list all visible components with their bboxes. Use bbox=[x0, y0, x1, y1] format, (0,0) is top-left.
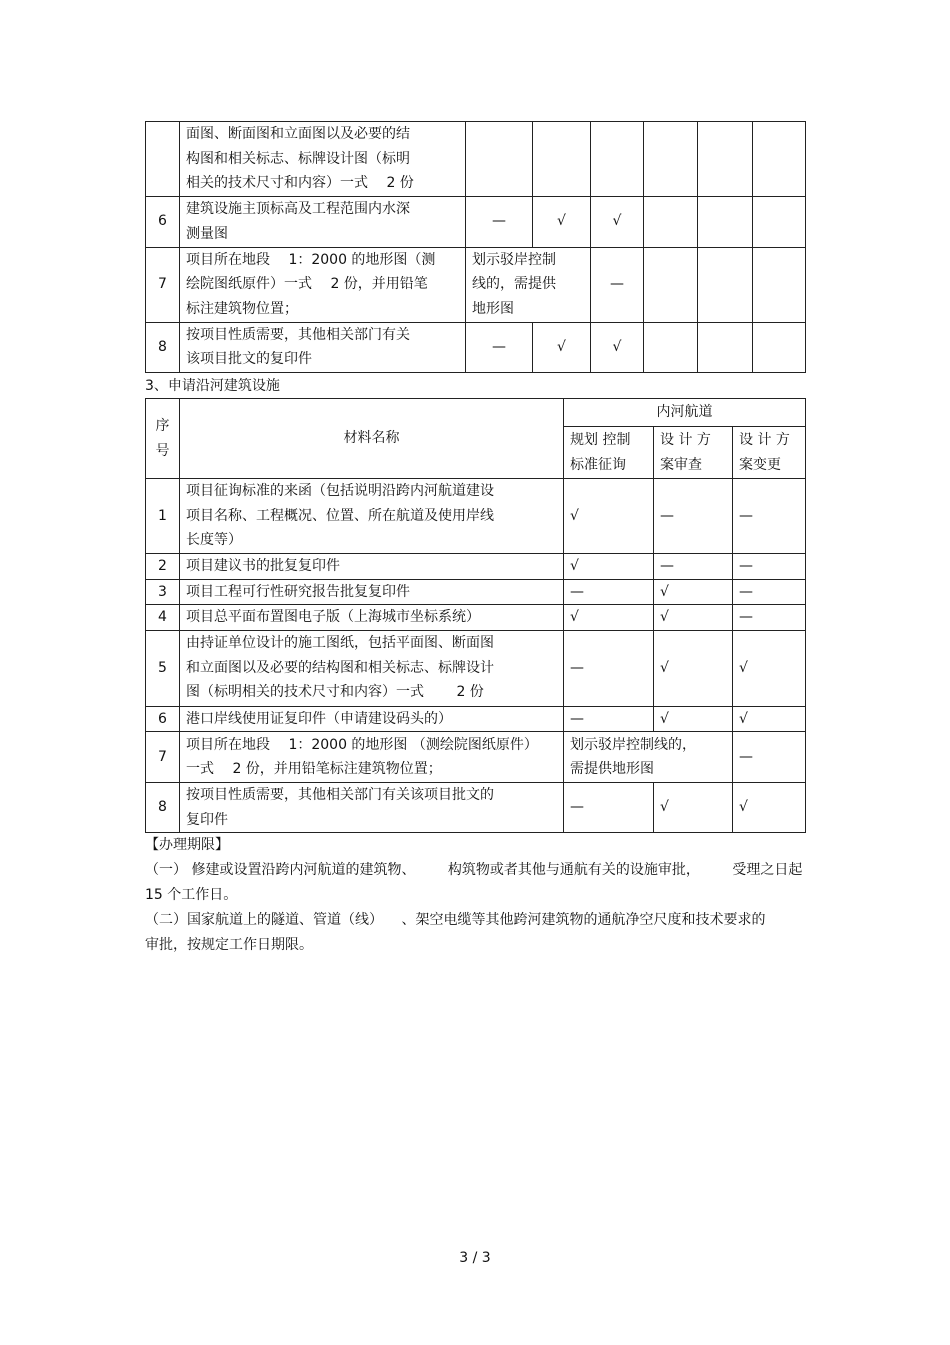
material-name: 面图、断面图和立面图以及必要的结 构图和相关标志、标牌设计图（标明 相关的技术尺寸和内容）一式 2 份 bbox=[180, 122, 466, 197]
deadline-heading: 【办理期限】 bbox=[145, 837, 229, 853]
check-cell: √ bbox=[591, 196, 644, 247]
check-cell: √ bbox=[654, 630, 733, 706]
check-cell: — bbox=[654, 479, 733, 554]
check-cell: — bbox=[564, 783, 654, 833]
check-cell: — bbox=[466, 322, 533, 372]
check-cell: — bbox=[733, 605, 806, 631]
material-name: 按项目性质需要，其他相关部门有关 该项目批文的复印件 bbox=[180, 322, 466, 372]
header-design-change: 设 计 方 案变更 bbox=[733, 427, 806, 479]
check-cell: √ bbox=[733, 630, 806, 706]
check-cell: — bbox=[564, 706, 654, 732]
check-cell: √ bbox=[654, 579, 733, 605]
table-row bbox=[146, 122, 806, 197]
header-design-review: 设 计 方 案审查 bbox=[654, 427, 733, 479]
check-cell bbox=[644, 196, 698, 247]
deadline-item-2: （二）国家航道上的隧道、管道（线） 、架空电缆等其他跨河建筑物的通航净空尺度和技术要求的审批，按规定工作日期限。 bbox=[145, 912, 766, 953]
check-cell bbox=[644, 247, 698, 322]
check-cell: — bbox=[733, 732, 806, 783]
check-cell: √ bbox=[564, 554, 654, 580]
row-number: 8 bbox=[146, 783, 180, 833]
section-heading: 3、申请沿河建筑设施 bbox=[145, 378, 280, 394]
check-cell: √ bbox=[733, 706, 806, 732]
check-cell: — bbox=[591, 247, 644, 322]
check-cell bbox=[698, 196, 753, 247]
table-row bbox=[146, 247, 806, 322]
check-cell bbox=[644, 122, 698, 197]
check-cell bbox=[698, 322, 753, 372]
check-cell: √ bbox=[533, 322, 591, 372]
header-inland-waterway: 内河航道 bbox=[564, 399, 806, 427]
material-name: 建筑设施主顶标高及工程范围内水深 测量图 bbox=[180, 196, 466, 247]
check-cell bbox=[591, 122, 644, 197]
table-row bbox=[146, 783, 806, 833]
deadline-item-1: （一） 修建或设置沿跨内河航道的建筑物、 构筑物或者其他与通航有关的设施审批， 受理之日起 15 个工作日。 bbox=[145, 862, 803, 903]
row-number: 5 bbox=[146, 630, 180, 706]
material-name: 港口岸线使用证复印件（申请建设码头的） bbox=[180, 706, 564, 732]
check-cell bbox=[753, 122, 806, 197]
check-cell: — bbox=[733, 579, 806, 605]
row-number: 4 bbox=[146, 605, 180, 631]
row-number bbox=[146, 122, 180, 197]
material-name: 按项目性质需要，其他相关部门有关该项目批文的 复印件 bbox=[180, 783, 564, 833]
table-row bbox=[146, 196, 806, 247]
check-cell: √ bbox=[591, 322, 644, 372]
page-number: 3 / 3 bbox=[459, 1250, 491, 1266]
table-row bbox=[146, 732, 806, 783]
check-cell: √ bbox=[564, 479, 654, 554]
row-number: 8 bbox=[146, 322, 180, 372]
row-number: 7 bbox=[146, 247, 180, 322]
check-cell: — bbox=[564, 630, 654, 706]
check-cell bbox=[698, 247, 753, 322]
check-cell: — bbox=[733, 479, 806, 554]
material-name: 项目所在地段 1：2000 的地形图 （测绘院图纸原件） 一式 2 份，并用铅笔标注建筑物位置； bbox=[180, 732, 564, 783]
check-cell bbox=[698, 122, 753, 197]
check-cell: √ bbox=[654, 605, 733, 631]
header-serial: 序 号 bbox=[146, 399, 180, 479]
check-cell: — bbox=[466, 196, 533, 247]
material-name: 项目总平面布置图电子版（上海城市坐标系统） bbox=[180, 605, 564, 631]
material-name: 由持证单位设计的施工图纸，包括平面图、断面图 和立面图以及必要的结构图和相关标志、标牌设计 图（标明相关的技术尺寸和内容）一式 2 份 bbox=[180, 630, 564, 706]
check-cell: √ bbox=[533, 196, 591, 247]
row-number: 3 bbox=[146, 579, 180, 605]
header-material-name: 材料名称 bbox=[180, 399, 564, 479]
table-row bbox=[146, 554, 806, 580]
check-cell bbox=[533, 122, 591, 197]
material-name: 项目所在地段 1：2000 的地形图（测 绘院图纸原件）一式 2 份，并用铅笔 标注建筑物位置； bbox=[180, 247, 466, 322]
table-row bbox=[146, 479, 806, 554]
header-planning-consultation: 规划 控制 标准征询 bbox=[564, 427, 654, 479]
check-cell: √ bbox=[564, 605, 654, 631]
row-number: 1 bbox=[146, 479, 180, 554]
row-number: 6 bbox=[146, 706, 180, 732]
table-row bbox=[146, 706, 806, 732]
row-number: 2 bbox=[146, 554, 180, 580]
table-row bbox=[146, 322, 806, 372]
check-cell: √ bbox=[733, 783, 806, 833]
check-cell bbox=[753, 196, 806, 247]
check-cell bbox=[753, 322, 806, 372]
row-number: 6 bbox=[146, 196, 180, 247]
check-cell bbox=[753, 247, 806, 322]
row-number: 7 bbox=[146, 732, 180, 783]
merged-note-cell: 划示驳岸控制线的， 需提供地形图 bbox=[564, 732, 733, 783]
check-cell bbox=[466, 122, 533, 197]
table-row bbox=[146, 579, 806, 605]
material-name: 项目建议书的批复复印件 bbox=[180, 554, 564, 580]
check-cell bbox=[644, 322, 698, 372]
check-cell: — bbox=[564, 579, 654, 605]
riverside-facility-materials-table bbox=[145, 398, 806, 833]
check-cell: √ bbox=[654, 706, 733, 732]
material-name: 项目征询标准的来函（包括说明沿跨内河航道建设 项目名称、工程概况、位置、所在航道及使用岸线 长度等） bbox=[180, 479, 564, 554]
materials-table-continued bbox=[145, 121, 806, 373]
check-cell: — bbox=[733, 554, 806, 580]
check-cell: — bbox=[654, 554, 733, 580]
table-row bbox=[146, 605, 806, 631]
merged-note-cell: 划示驳岸控制 线的，需提供 地形图 bbox=[466, 247, 591, 322]
material-name: 项目工程可行性研究报告批复复印件 bbox=[180, 579, 564, 605]
check-cell: √ bbox=[654, 783, 733, 833]
table-header-row bbox=[146, 399, 806, 427]
table-row bbox=[146, 630, 806, 706]
